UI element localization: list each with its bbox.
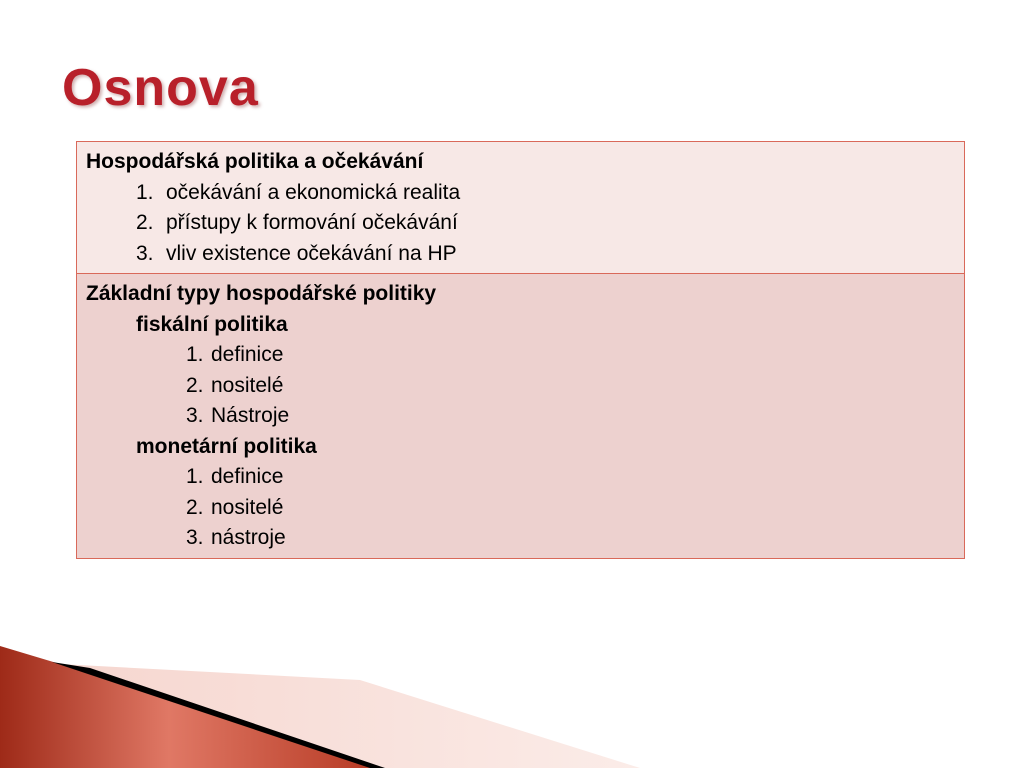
list-item-text: očekávání a ekonomická realita	[166, 180, 461, 204]
list-item-number: 2.	[186, 495, 204, 519]
list-item-number: 1.	[186, 465, 204, 488]
list-item	[86, 523, 955, 554]
list-item-number: 2.	[186, 373, 204, 397]
list-item-text: vliv existence očekávání na HP	[166, 241, 457, 265]
outline-row-expectations	[77, 142, 965, 274]
list-item-text: definice	[211, 465, 284, 488]
list-item	[86, 340, 955, 371]
list-item-text: nositelé	[211, 373, 284, 397]
slide-title: Osnova	[62, 59, 259, 117]
section-heading: Hospodářská politika a očekávání	[86, 150, 424, 173]
outline-table	[76, 141, 965, 559]
subsection-heading-fiscal: fiskální politika	[136, 312, 288, 336]
list-item-number: 3.	[186, 404, 204, 427]
subsection-heading-monetary: monetární politika	[136, 434, 317, 458]
decor-red-wedge	[0, 646, 375, 768]
decor-black-stripe	[52, 662, 385, 768]
list-item	[86, 462, 955, 493]
outline-cell-expectations	[77, 142, 965, 274]
list-item-text: nástroje	[211, 526, 286, 549]
list-item	[86, 371, 955, 402]
list-item-number: 2.	[136, 211, 154, 234]
list-item-text: definice	[211, 343, 284, 366]
outline-row-policy-types	[77, 274, 965, 559]
list-item-number: 3.	[186, 526, 204, 549]
list-item-text: přístupy k formování očekávání	[166, 211, 458, 234]
list-item	[86, 178, 955, 209]
list-item	[86, 493, 955, 524]
outline-cell-policy-types	[77, 274, 965, 559]
list-item-text: nositelé	[211, 495, 284, 519]
list-item-number: 1.	[136, 180, 154, 204]
list-item-number: 1.	[186, 343, 204, 366]
list-item	[86, 239, 955, 270]
list-item	[86, 401, 955, 432]
list-item-number: 3.	[136, 241, 154, 265]
list-item	[86, 208, 955, 239]
section-heading: Základní typy hospodářské politiky	[86, 282, 437, 305]
decor-pink-band	[60, 664, 640, 768]
list-item-text: Nástroje	[211, 404, 290, 427]
